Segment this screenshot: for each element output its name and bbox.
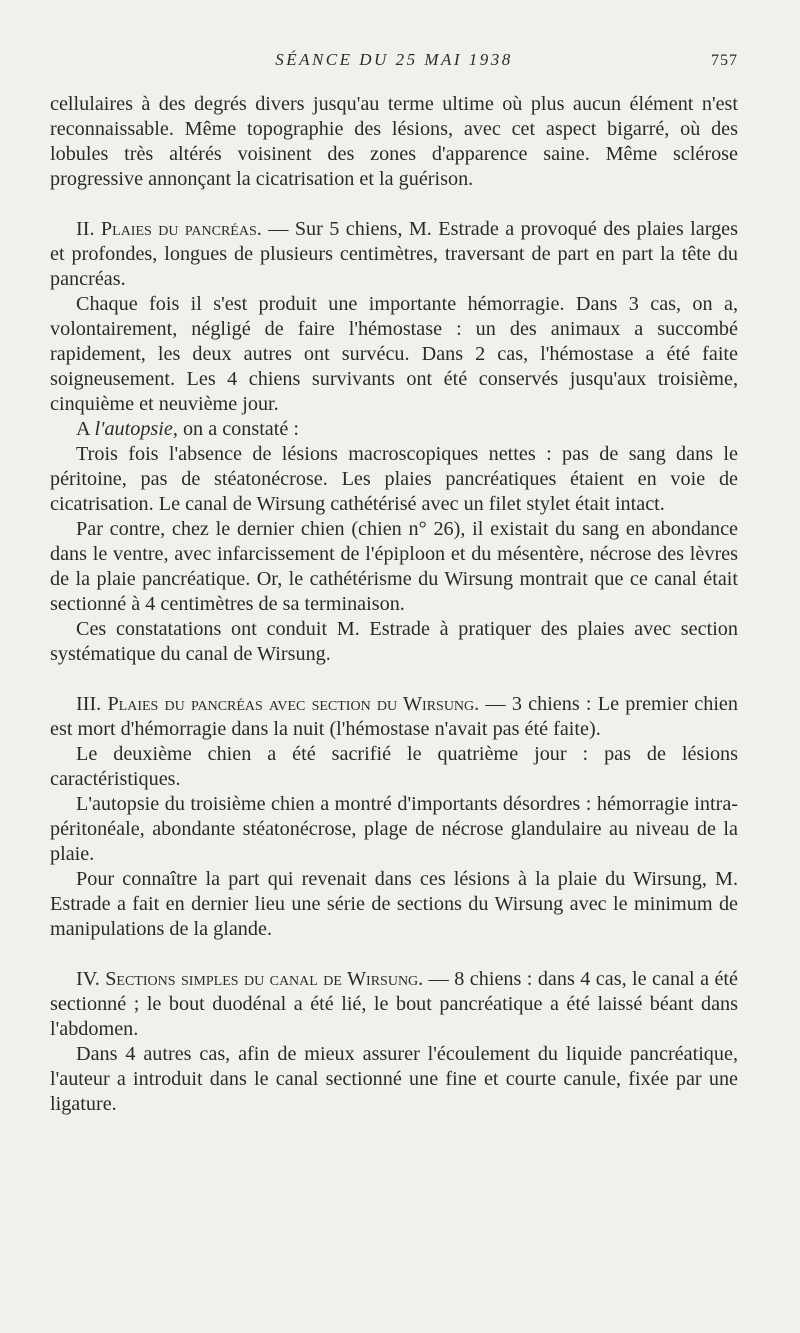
paragraph: Le deuxième chien a été sacrifié le quatrième jour : pas de lésions caractéristiques. <box>50 743 738 790</box>
body-text <box>50 92 738 1117</box>
section-number: III. <box>76 693 108 715</box>
paragraph: L'autopsie du troisième chien a montré d'importants désordres : hémorragie intra-péritonéale, abondante stéatonécrose, plage de nécrose glandulaire au niveau de la plaie. <box>50 793 738 865</box>
section-number: II. <box>76 218 101 240</box>
text-run: , on a constaté : <box>172 418 299 440</box>
page-number: 757 <box>711 52 738 69</box>
section-iii-heading-paragraph <box>50 692 738 742</box>
running-title: SÉANCE DU 25 MAI 1938 <box>275 50 513 69</box>
paragraph: Par contre, chez le dernier chien (chien n° 26), il existait du sang en abondance dans le ventre, avec infarcissement de l'épiploon et du mésentère, nécrose des lèvres de la plaie pancréatique. Or, le cathétérisme du Wirsung montrait que ce canal était sectionné à 4 centimètres de sa terminaison. <box>50 518 738 615</box>
paragraph: Trois fois l'absence de lésions macroscopiques nettes : pas de sang dans le péritoine, pas de stéatonécrose. Les plaies pancréatiques étaient en voie de cicatrisation. Le canal de Wirsung cathétérisé avec un filet stylet était intact. <box>50 443 738 515</box>
section-title: Sections simples du canal de Wirsung. <box>105 968 424 990</box>
italic-text: l'autopsie <box>94 418 173 440</box>
section-title: Plaies du pancréas. <box>100 218 262 240</box>
paragraph <box>50 417 738 442</box>
paragraph: Dans 4 autres cas, afin de mieux assurer l'écoulement du liquide pancréatique, l'auteur a introduit dans le canal sectionné une fine et courte canule, fixée par une ligature. <box>50 1043 738 1115</box>
section-lead-text: — Sur 5 chiens, M. Estrade a provoqué des plaies larges et profondes, longues de plusieurs centimètres, traversant de part en part la tête du pancréas. <box>50 218 738 290</box>
section-lead-text: — 8 chiens : dans 4 cas, le canal a été sectionné ; le bout duodénal a été lié, le bout pancréatique a été laissé béant dans l'abdomen. <box>50 968 738 1040</box>
section-ii-heading-paragraph <box>50 217 738 292</box>
section-number: IV. <box>76 968 106 990</box>
paragraph: Ces constatations ont conduit M. Estrade à pratiquer des plaies avec section systématique du canal de Wirsung. <box>50 618 738 665</box>
paragraph: Chaque fois il s'est produit une importante hémorragie. Dans 3 cas, on a, volontairement, négligé de faire l'hémostase : un des animaux a succombé rapidement, les deux autres ont survécu. Dans 2 cas, l'hémostase a été faite soigneusement. Les 4 chiens survivants ont été conservés jusqu'aux troisième, cinquième et neuvième jour. <box>50 293 738 415</box>
text-run: A <box>76 418 95 440</box>
page-header <box>50 46 738 74</box>
section-iv-heading-paragraph <box>50 967 738 1042</box>
section-lead-text: — 3 chiens : Le premier chien est mort d'hémorragie dans la nuit (l'hémostase n'avait pas été faite). <box>50 693 738 740</box>
section-title: Plaies du pancréas avec section du Wirsung. <box>107 693 480 715</box>
paragraph: Pour connaître la part qui revenait dans ces lésions à la plaie du Wirsung, M. Estrade a fait en dernier lieu une série de sections du Wirsung avec le minimum de manipulations de la glande. <box>50 868 738 940</box>
paragraph: cellulaires à des degrés divers jusqu'au terme ultime où plus aucun élément n'est reconnaissable. Même topographie des lésions, avec cet aspect bigarré, où des lobules très altérés voisinent des zones d'apparence saine. Même sclérose progressive annonçant la cicatrisation et la guérison. <box>50 93 738 190</box>
